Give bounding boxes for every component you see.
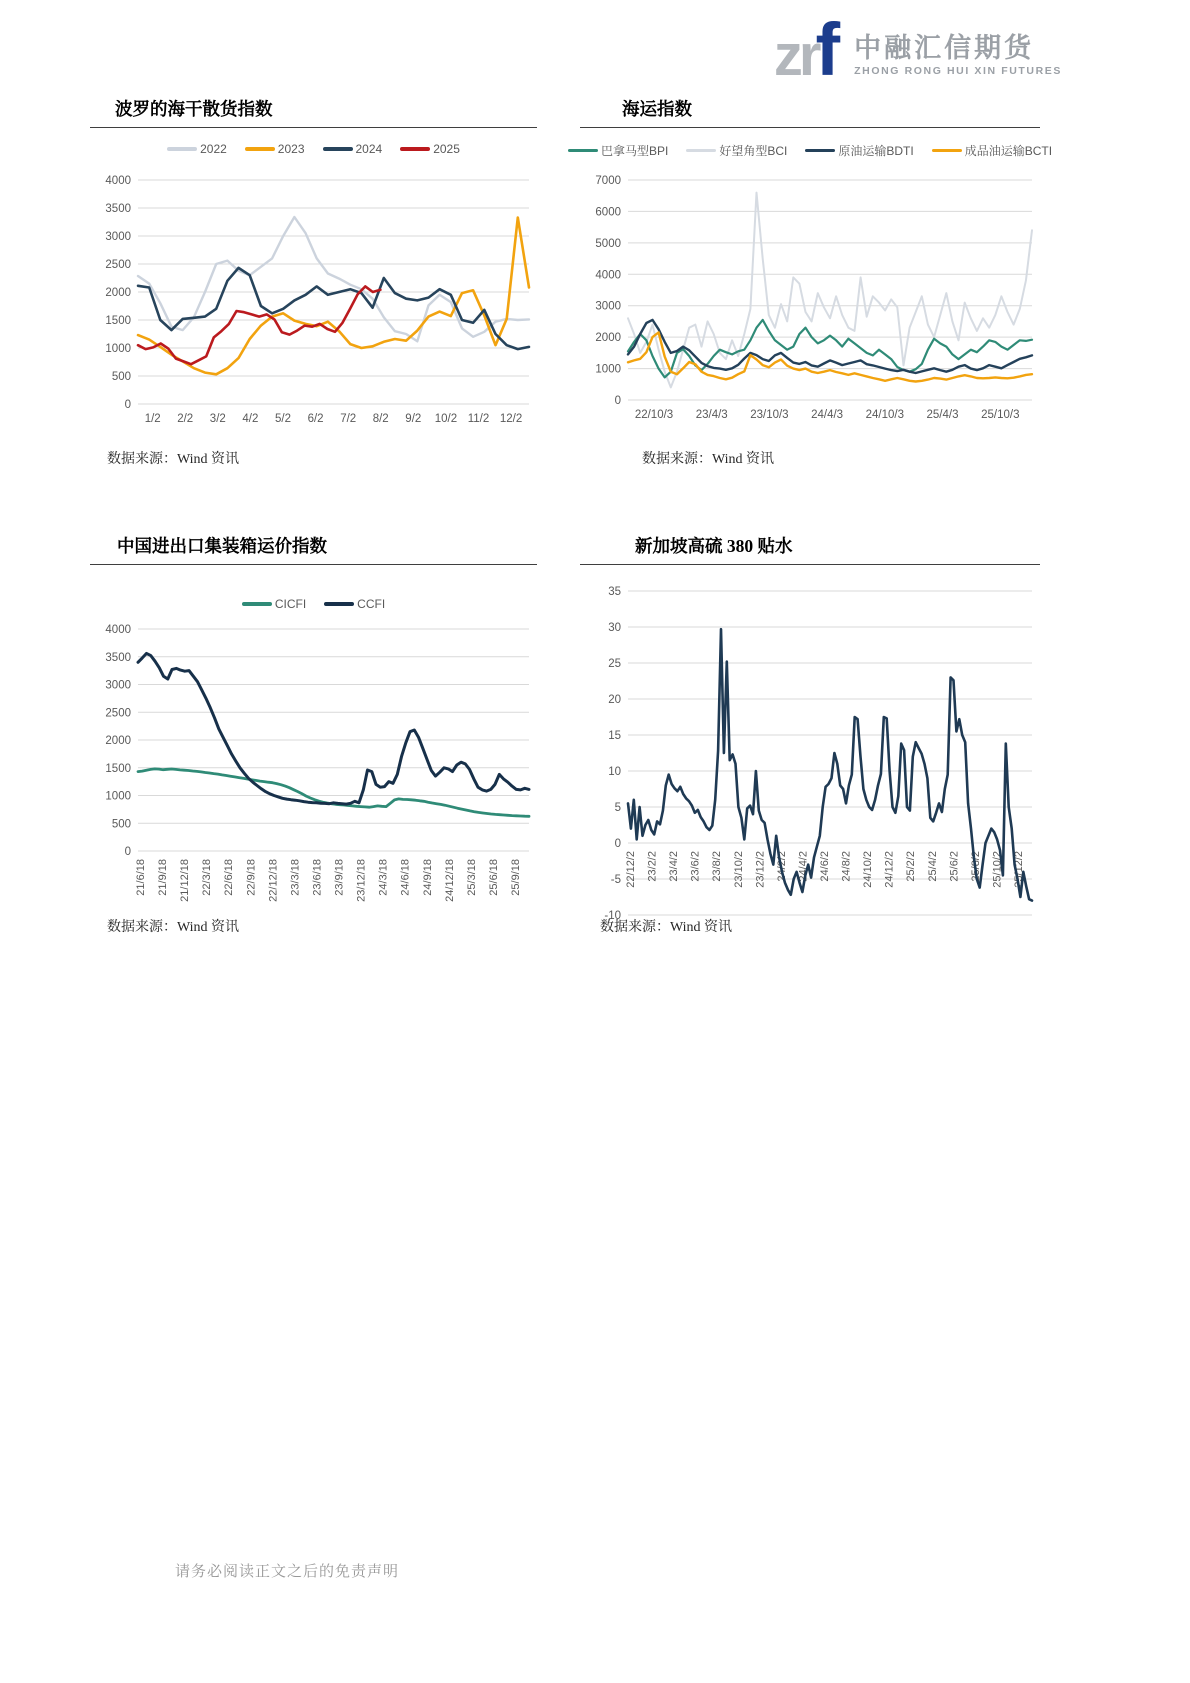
data-source-label: 数据来源：Wind 资讯: [107, 920, 240, 935]
shipping-line-chart: [580, 170, 1040, 426]
legend-swatch: [932, 149, 962, 153]
legend-label: 好望角型BCI: [719, 144, 788, 158]
svg-text:4/2: 4/2: [242, 413, 259, 425]
svg-text:3/2: 3/2: [209, 413, 226, 425]
legend-label: 成品油运输BCTI: [964, 144, 1053, 158]
chart-section-shipping: [580, 96, 1053, 474]
svg-text:22/3/18: 22/3/18: [201, 859, 214, 896]
svg-text:23/9/18: 23/9/18: [333, 859, 346, 896]
legend-label: 2024: [355, 142, 383, 156]
legend-item: [568, 142, 668, 159]
svg-text:1/2: 1/2: [144, 413, 161, 425]
legend-swatch: [568, 149, 598, 153]
svg-text:1500: 1500: [105, 762, 131, 775]
legend-label: 2022: [200, 142, 227, 156]
svg-text:23/10/2: 23/10/2: [732, 851, 745, 888]
legend-swatch: [324, 602, 354, 606]
svg-text:22/12/18: 22/12/18: [267, 859, 280, 902]
title-divider: [90, 127, 537, 128]
svg-text:3500: 3500: [105, 203, 131, 215]
legend-label: 2025: [433, 142, 460, 156]
svg-text:500: 500: [111, 371, 131, 383]
svg-text:21/12/18: 21/12/18: [179, 859, 192, 902]
svg-text:24/12/18: 24/12/18: [443, 859, 456, 902]
svg-text:23/10/3: 23/10/3: [750, 409, 789, 421]
svg-text:21/6/18: 21/6/18: [135, 859, 147, 896]
disclaimer-footer: 请务必阅读正文之后的免责声明: [175, 1564, 400, 1580]
legend-swatch: [242, 602, 272, 606]
svg-text:24/9/18: 24/9/18: [421, 859, 434, 896]
sg380-line-chart: [580, 581, 1040, 921]
svg-text:2000: 2000: [595, 332, 621, 345]
legend-item: [245, 142, 305, 156]
svg-text:24/6/2: 24/6/2: [819, 851, 831, 882]
title-divider: [90, 564, 537, 565]
svg-text:25/4/3: 25/4/3: [926, 409, 959, 421]
chart-title: 中国进出口集装箱运价指数: [117, 536, 327, 556]
svg-text:8/2: 8/2: [372, 413, 389, 425]
company-name-cn: 中融汇信期货: [854, 33, 1035, 64]
svg-text:23/6/18: 23/6/18: [311, 859, 324, 896]
svg-text:25/9/18: 25/9/18: [510, 859, 522, 896]
svg-text:6000: 6000: [595, 206, 621, 219]
chart-legend: [90, 597, 537, 611]
legend-item: [686, 142, 787, 159]
chart-section-container: [90, 533, 537, 933]
svg-text:5000: 5000: [595, 237, 621, 250]
svg-text:25/2/2: 25/2/2: [905, 851, 918, 882]
svg-text:22/12/2: 22/12/2: [625, 851, 637, 888]
chart-section-sg380: [580, 533, 1040, 933]
legend-swatch: [805, 149, 835, 153]
svg-text:1500: 1500: [105, 315, 131, 327]
svg-text:6/2: 6/2: [307, 413, 324, 425]
svg-text:9/2: 9/2: [405, 413, 422, 425]
data-source-label: 数据来源：Wind 资讯: [642, 452, 775, 467]
svg-text:3000: 3000: [595, 300, 621, 313]
svg-text:24/2/2: 24/2/2: [775, 851, 788, 882]
chart-title: 海运指数: [622, 99, 692, 119]
svg-text:20: 20: [608, 694, 621, 706]
bdi-line-chart: [90, 170, 537, 430]
legend-item: [323, 142, 383, 156]
svg-text:24/6/18: 24/6/18: [399, 859, 412, 896]
svg-text:1000: 1000: [595, 363, 621, 376]
svg-text:4000: 4000: [105, 175, 131, 187]
svg-text:24/3/18: 24/3/18: [377, 859, 390, 896]
svg-text:22/6/18: 22/6/18: [223, 859, 236, 896]
svg-text:2500: 2500: [105, 707, 131, 720]
legend-item: [242, 597, 306, 611]
legend-label: 巴拿马型BPI: [600, 144, 669, 158]
logo-zr-letters: zr: [773, 23, 818, 88]
svg-text:22/9/18: 22/9/18: [245, 859, 258, 896]
data-source-label: 数据来源：Wind 资讯: [600, 920, 733, 935]
svg-text:25/8/2: 25/8/2: [969, 851, 982, 882]
svg-text:24/10/2: 24/10/2: [862, 851, 875, 888]
chart-title: 波罗的海干散货指数: [115, 99, 273, 119]
legend-label: CCFI: [357, 597, 386, 611]
company-name-en: ZHONG RONG HUI XIN FUTURES: [854, 65, 1062, 78]
svg-text:2/2: 2/2: [177, 413, 194, 425]
svg-text:23/2/2: 23/2/2: [646, 851, 659, 882]
svg-text:0: 0: [124, 399, 131, 411]
legend-item: [167, 142, 227, 156]
svg-text:10/2: 10/2: [434, 413, 458, 425]
title-divider: [580, 127, 1040, 128]
svg-text:21/9/18: 21/9/18: [157, 859, 170, 896]
svg-text:22/10/3: 22/10/3: [634, 409, 674, 421]
svg-text:1000: 1000: [105, 790, 131, 803]
svg-text:24/12/2: 24/12/2: [883, 851, 896, 888]
svg-text:23/4/2: 23/4/2: [668, 851, 681, 882]
legend-swatch: [400, 147, 430, 151]
legend-item: [805, 142, 913, 159]
svg-text:10: 10: [608, 766, 621, 778]
legend-label: CICFI: [274, 597, 307, 611]
svg-text:11/2: 11/2: [467, 413, 490, 425]
svg-text:-5: -5: [610, 874, 621, 886]
svg-text:15: 15: [608, 730, 621, 742]
legend-swatch: [686, 149, 716, 153]
svg-text:24/4/2: 24/4/2: [797, 851, 810, 882]
chart-legend: [580, 142, 1053, 159]
svg-text:5: 5: [614, 802, 621, 814]
chart-title: 新加坡高硫 380 贴水: [635, 536, 793, 556]
svg-text:23/4/3: 23/4/3: [695, 409, 728, 421]
svg-text:23/12/18: 23/12/18: [355, 859, 368, 902]
legend-item: [324, 597, 385, 611]
svg-text:24/4/3: 24/4/3: [811, 409, 844, 421]
svg-text:1000: 1000: [105, 343, 131, 355]
svg-text:30: 30: [608, 622, 621, 634]
legend-swatch: [323, 147, 353, 151]
svg-text:5/2: 5/2: [275, 413, 291, 425]
svg-text:24/8/2: 24/8/2: [840, 851, 853, 882]
svg-text:2000: 2000: [105, 287, 131, 299]
svg-text:3500: 3500: [105, 651, 131, 664]
svg-text:25/10/3: 25/10/3: [981, 409, 1020, 421]
legend-item: [932, 142, 1052, 159]
svg-text:23/8/2: 23/8/2: [711, 851, 724, 882]
legend-label: 原油运输BDTI: [838, 144, 914, 158]
svg-text:12/2: 12/2: [499, 413, 523, 425]
svg-text:0: 0: [614, 395, 621, 407]
svg-text:2000: 2000: [105, 735, 131, 747]
svg-text:4000: 4000: [595, 269, 621, 282]
svg-text:23/6/2: 23/6/2: [689, 851, 702, 882]
zrf-logo-icon: [773, 8, 841, 91]
svg-text:23/12/2: 23/12/2: [754, 851, 767, 888]
svg-text:25: 25: [608, 658, 621, 670]
svg-text:25/10/2: 25/10/2: [991, 851, 1004, 888]
svg-text:7000: 7000: [595, 175, 621, 187]
legend-label: 2023: [277, 142, 305, 156]
container-line-chart: [90, 619, 537, 909]
logo-text: [854, 34, 1062, 79]
svg-text:2500: 2500: [105, 259, 131, 271]
data-source-label: 数据来源：Wind 资讯: [107, 452, 240, 467]
svg-text:3000: 3000: [105, 679, 131, 692]
company-logo: [773, 8, 1062, 91]
chart-legend: [90, 142, 537, 156]
svg-text:25/4/2: 25/4/2: [926, 851, 939, 882]
chart-section-bdi: [90, 96, 537, 474]
legend-swatch: [245, 147, 275, 151]
svg-text:25/6/2: 25/6/2: [948, 851, 961, 882]
svg-text:3000: 3000: [105, 231, 131, 243]
legend-swatch: [167, 147, 197, 151]
svg-text:0: 0: [124, 846, 131, 858]
svg-text:4000: 4000: [105, 624, 131, 636]
title-divider: [580, 564, 1040, 565]
logo-f-letter: f: [815, 8, 841, 91]
svg-text:25/3/18: 25/3/18: [465, 859, 478, 896]
svg-text:24/10/3: 24/10/3: [865, 409, 904, 421]
svg-text:25/6/18: 25/6/18: [487, 859, 500, 896]
svg-text:0: 0: [614, 838, 621, 850]
svg-text:25/12/2: 25/12/2: [1013, 851, 1025, 888]
svg-text:-10: -10: [604, 910, 621, 921]
svg-text:23/3/18: 23/3/18: [289, 859, 302, 896]
svg-text:35: 35: [608, 586, 621, 598]
legend-item: [400, 142, 460, 156]
svg-text:500: 500: [111, 818, 131, 831]
svg-text:7/2: 7/2: [340, 413, 357, 425]
